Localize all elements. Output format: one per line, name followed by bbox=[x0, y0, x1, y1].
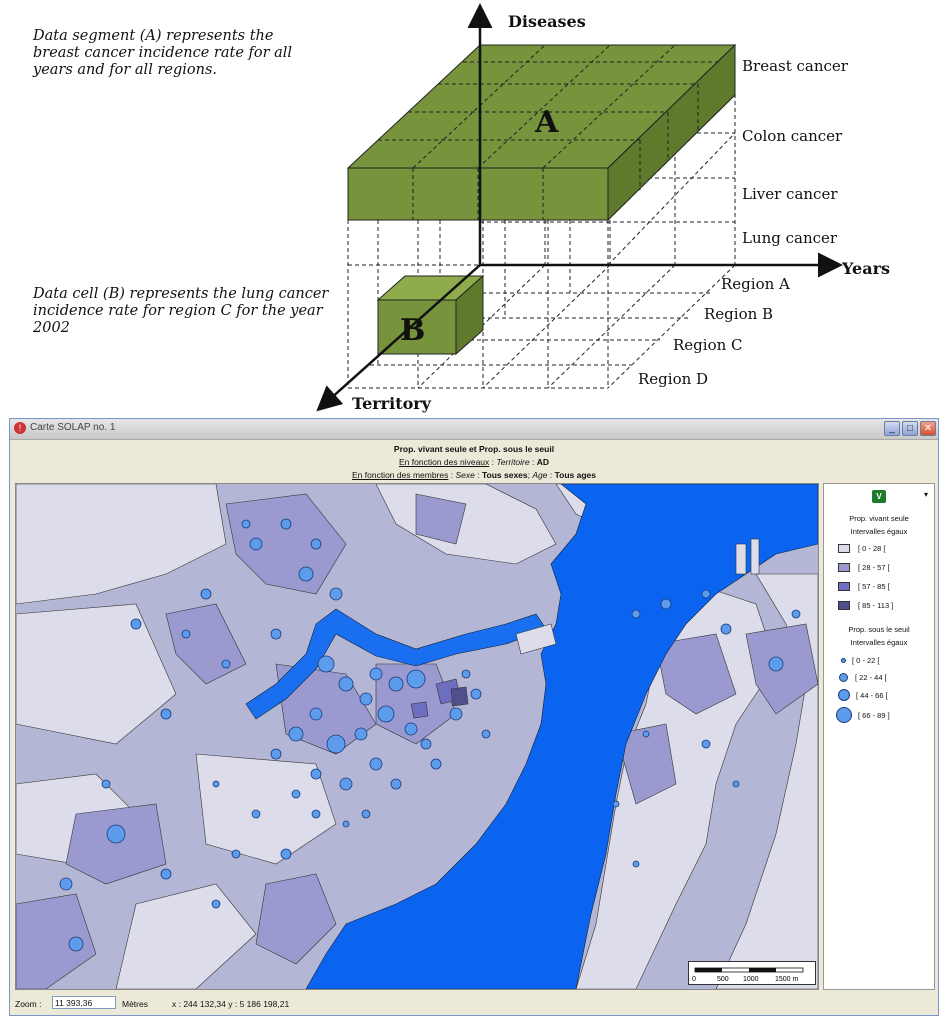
region-label: Region A bbox=[721, 275, 790, 293]
proportional-circle[interactable] bbox=[289, 727, 303, 741]
proportional-circle[interactable] bbox=[281, 519, 291, 529]
data-cube-diagram bbox=[0, 0, 949, 418]
proportional-circle[interactable] bbox=[362, 810, 370, 818]
proportional-circle[interactable] bbox=[213, 781, 219, 787]
legend-circle bbox=[841, 658, 846, 663]
legend-class-label: [ 22 - 44 [ bbox=[855, 673, 887, 682]
segment-a-note: Data segment (A) represents the breast cancer incidence rate for all years and for all regions. bbox=[33, 28, 293, 78]
proportional-circle[interactable] bbox=[102, 780, 110, 788]
proportional-circle[interactable] bbox=[222, 660, 230, 668]
scale-tick: 1000 bbox=[743, 976, 759, 983]
proportional-circle[interactable] bbox=[182, 630, 190, 638]
proportional-circle[interactable] bbox=[613, 801, 619, 807]
proportional-circle[interactable] bbox=[292, 790, 300, 798]
scale-bar bbox=[688, 961, 816, 985]
zoom-unit-label: Mètres bbox=[122, 999, 148, 1009]
proportional-circle[interactable] bbox=[281, 849, 291, 859]
maximize-button[interactable]: □ bbox=[902, 421, 918, 436]
proportional-circle[interactable] bbox=[327, 735, 345, 753]
scale-tick: 500 bbox=[717, 976, 729, 983]
proportional-circle[interactable] bbox=[643, 731, 649, 737]
legend-circle bbox=[839, 673, 848, 682]
disease-label: Colon cancer bbox=[742, 127, 843, 145]
proportional-circle[interactable] bbox=[370, 758, 382, 770]
proportional-circle[interactable] bbox=[312, 810, 320, 818]
proportional-circle[interactable] bbox=[161, 709, 171, 719]
proportional-circle[interactable] bbox=[391, 779, 401, 789]
proportional-circle[interactable] bbox=[250, 538, 262, 550]
choropleth-map[interactable] bbox=[15, 483, 819, 990]
proportional-circle[interactable] bbox=[340, 778, 352, 790]
proportional-circle[interactable] bbox=[702, 590, 710, 598]
status-bar bbox=[10, 993, 938, 1015]
region-label: Region D bbox=[638, 370, 709, 388]
proportional-circle[interactable] bbox=[311, 539, 321, 549]
proportional-circle[interactable] bbox=[107, 825, 125, 843]
proportional-circle[interactable] bbox=[252, 810, 260, 818]
proportional-circle[interactable] bbox=[310, 708, 322, 720]
disease-label: Lung cancer bbox=[742, 229, 838, 247]
proportional-circle[interactable] bbox=[161, 869, 171, 879]
proportional-circle[interactable] bbox=[242, 520, 250, 528]
proportional-circle[interactable] bbox=[482, 730, 490, 738]
legend-class-label: [ 66 - 89 ] bbox=[858, 711, 890, 720]
legend-class-label: [ 0 - 22 [ bbox=[852, 656, 880, 665]
cursor-coordinates: x : 244 132,34 y : 5 186 198,21 bbox=[172, 999, 290, 1009]
legend-class-label: [ 44 - 66 [ bbox=[856, 691, 888, 700]
proportional-circle[interactable] bbox=[632, 610, 640, 618]
legend-layer1-method: Intervalles égaux bbox=[850, 527, 908, 536]
proportional-circle[interactable] bbox=[355, 728, 367, 740]
members-line: En fonction des membres : Sexe : Tous sexes; Age : Tous ages bbox=[352, 470, 596, 480]
age-dimension: Age bbox=[532, 470, 548, 480]
proportional-circle[interactable] bbox=[339, 677, 353, 691]
proportional-circle[interactable] bbox=[633, 861, 639, 867]
map-title: Prop. vivant seule et Prop. sous le seuil bbox=[393, 444, 555, 454]
map-polygons-darkest bbox=[451, 687, 468, 706]
legend-dropdown-icon[interactable]: ▾ bbox=[924, 490, 929, 499]
solap-app-icon[interactable]: ! bbox=[14, 422, 26, 434]
proportional-circle[interactable] bbox=[330, 588, 342, 600]
sex-value: Tous sexes bbox=[481, 470, 528, 480]
segment-a-label: A bbox=[535, 105, 559, 140]
levels-link[interactable]: En fonction des niveaux bbox=[399, 457, 490, 467]
proportional-circle[interactable] bbox=[471, 689, 481, 699]
proportional-circle[interactable] bbox=[370, 668, 382, 680]
scale-tick: 0 bbox=[692, 976, 696, 983]
cell-b-label: B bbox=[400, 313, 426, 348]
proportional-circle[interactable] bbox=[407, 670, 425, 688]
legend-class-label: [ 85 - 113 ] bbox=[858, 601, 894, 610]
proportional-circle[interactable] bbox=[232, 850, 240, 858]
proportional-circle[interactable] bbox=[702, 740, 710, 748]
members-link[interactable]: En fonction des membres bbox=[352, 470, 449, 480]
scale-tick: 1500 m bbox=[775, 976, 799, 983]
proportional-circle[interactable] bbox=[343, 821, 349, 827]
proportional-circle[interactable] bbox=[405, 723, 417, 735]
cell-b-note: Data cell (B) represents the lung cancer incidence rate for region C for the year 2002 bbox=[33, 286, 329, 336]
disease-label: Breast cancer bbox=[742, 57, 848, 75]
legend-swatch bbox=[838, 601, 850, 610]
legend-swatch bbox=[838, 544, 850, 553]
territory-axis-label: Territory bbox=[352, 394, 431, 413]
proportional-circle[interactable] bbox=[318, 656, 334, 672]
close-button[interactable]: ✕ bbox=[920, 421, 936, 436]
proportional-circle[interactable] bbox=[661, 599, 671, 609]
map-canvas[interactable] bbox=[16, 484, 818, 989]
proportional-circle[interactable] bbox=[721, 624, 731, 634]
legend-class-label: [ 0 - 28 [ bbox=[858, 544, 886, 553]
sex-dimension: Sexe bbox=[455, 470, 475, 480]
proportional-circle[interactable] bbox=[421, 739, 431, 749]
diseases-axis-label: Diseases bbox=[508, 12, 586, 31]
legend-class-label: [ 57 - 85 [ bbox=[858, 582, 890, 591]
legend-circle bbox=[838, 689, 850, 701]
proportional-circle[interactable] bbox=[69, 937, 83, 951]
proportional-circle[interactable] bbox=[769, 657, 783, 671]
legend-layer2-title: Prop. sous le seuil bbox=[848, 625, 910, 634]
zoom-label: Zoom : bbox=[15, 999, 42, 1009]
disease-label: Liver cancer bbox=[742, 185, 838, 203]
window-title: Carte SOLAP no. 1 bbox=[30, 422, 116, 433]
map-header bbox=[10, 440, 938, 480]
proportional-circle[interactable] bbox=[212, 900, 220, 908]
levels-dimension: Territoire bbox=[496, 457, 530, 467]
proportional-circle[interactable] bbox=[299, 567, 313, 581]
legend-class-label: [ 28 - 57 [ bbox=[858, 563, 890, 572]
proportional-circle[interactable] bbox=[733, 781, 739, 787]
solap-map-window[interactable] bbox=[9, 418, 939, 1016]
levels-value: AD bbox=[536, 457, 549, 467]
proportional-circle[interactable] bbox=[360, 693, 372, 705]
zoom-input[interactable]: 11 393,36 bbox=[52, 996, 116, 1009]
proportional-circle[interactable] bbox=[271, 749, 281, 759]
legend-panel[interactable] bbox=[823, 483, 935, 990]
proportional-circle[interactable] bbox=[311, 769, 321, 779]
proportional-circle[interactable] bbox=[201, 589, 211, 599]
proportional-circle[interactable] bbox=[378, 706, 394, 722]
proportional-circle[interactable] bbox=[431, 759, 441, 769]
region-label: Region B bbox=[704, 305, 774, 323]
minimize-button[interactable]: _ bbox=[884, 421, 900, 436]
age-value: Tous ages bbox=[554, 470, 596, 480]
legend-swatch bbox=[838, 563, 850, 572]
levels-line: En fonction des niveaux : Territoire : AD bbox=[399, 457, 549, 467]
legend-swatch bbox=[838, 582, 850, 591]
years-axis-label: Years bbox=[842, 259, 891, 278]
legend-circle bbox=[836, 707, 852, 723]
legend-badge[interactable]: V bbox=[872, 490, 886, 503]
proportional-circle[interactable] bbox=[131, 619, 141, 629]
proportional-circle[interactable] bbox=[450, 708, 462, 720]
proportional-circle[interactable] bbox=[792, 610, 800, 618]
proportional-circle[interactable] bbox=[271, 629, 281, 639]
legend-layer2-method: Intervalles égaux bbox=[850, 638, 908, 647]
window-titlebar[interactable] bbox=[10, 419, 938, 440]
region-label: Region C bbox=[673, 336, 743, 354]
proportional-circle[interactable] bbox=[462, 670, 470, 678]
proportional-circle[interactable] bbox=[389, 677, 403, 691]
proportional-circle[interactable] bbox=[60, 878, 72, 890]
legend-layer1-title: Prop. vivant seule bbox=[849, 514, 909, 523]
